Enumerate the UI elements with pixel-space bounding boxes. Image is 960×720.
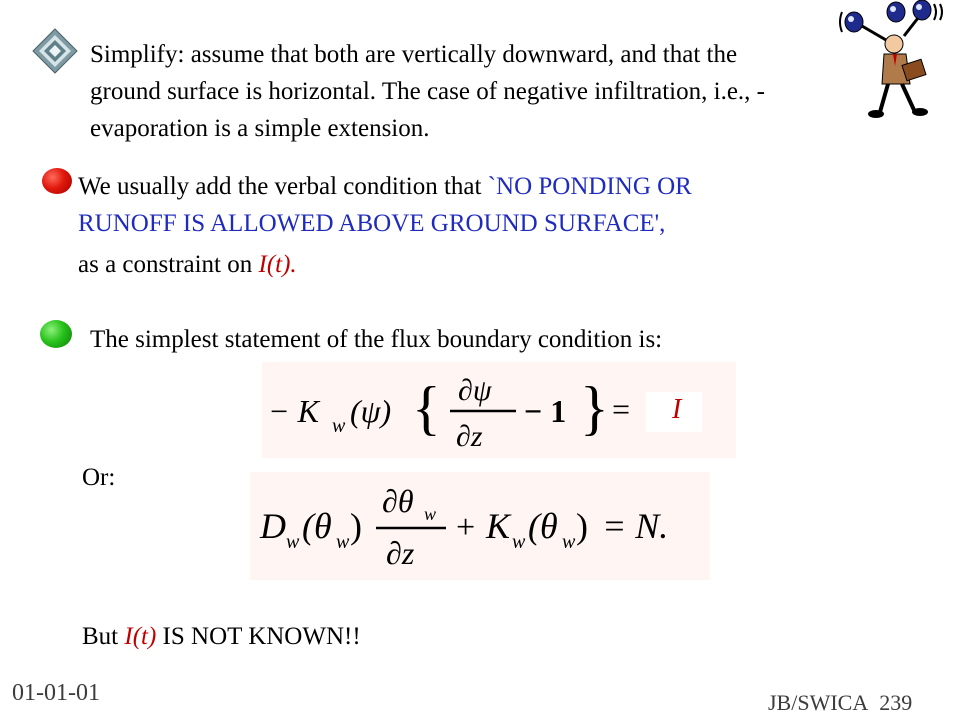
bullet1-text	[90, 36, 765, 147]
or-label: Or:	[82, 464, 116, 491]
eq2-k: K	[486, 506, 511, 546]
eq1-prefix: − K	[268, 393, 319, 429]
bullet3-text: The simplest statement of the flux boundary condition is:	[90, 326, 663, 353]
eq1-denominator: ∂z	[456, 420, 483, 453]
eq2-d-sub: w	[286, 531, 300, 553]
eq1-arg: (ψ)	[350, 393, 392, 429]
bullet2-line3	[78, 246, 692, 283]
page-number: 239	[879, 690, 913, 715]
eq2-d-arg-sub: w	[336, 531, 350, 553]
eq2-d-close: )	[350, 506, 362, 546]
juggler-clipart	[838, 0, 954, 120]
footer-label-text: JB/SWICA	[768, 690, 869, 715]
conclusion-text	[82, 618, 361, 655]
equation-2-formula	[250, 472, 710, 580]
bullet1-line: evaporation is a simple extension.	[90, 115, 430, 142]
footer-date: 01-01-01	[12, 680, 100, 706]
bullet2-text	[78, 168, 692, 283]
eq2-k-arg: (θ	[528, 506, 558, 546]
eq2-d: D	[260, 506, 286, 546]
eq1-numerator: ∂ψ	[458, 374, 492, 407]
bullet2-text-red: I(t).	[258, 251, 297, 278]
bullet1-line: Simplify: assume that both are vertically downward, and that the	[90, 41, 738, 68]
eq2-equals: = N.	[602, 506, 669, 546]
green-ball-icon	[40, 320, 72, 348]
equation-1	[262, 362, 736, 458]
eq2-plus: +	[456, 509, 476, 546]
bullet2-line2: RUNOFF IS ALLOWED ABOVE GROUND SURFACE',	[78, 210, 666, 237]
red-ball-icon	[42, 168, 72, 194]
conclusion-prefix: But	[82, 623, 125, 650]
bullet2-line1	[78, 168, 692, 205]
eq1-rhs: I	[672, 394, 682, 425]
eq2-num-sub: w	[424, 504, 437, 524]
bullet2-text-black: We usually add the verbal condition that	[78, 173, 488, 200]
eq1-minus-one: − 1	[524, 393, 567, 429]
bullet2-text-black: as a constraint on	[78, 251, 259, 278]
eq2-k-arg-sub: w	[562, 531, 576, 553]
eq1-sub: w	[332, 415, 346, 437]
eq1-rhs-box	[646, 392, 702, 432]
conclusion-red: I(t)	[124, 623, 157, 650]
eq1-left-brace: {	[412, 375, 441, 441]
footer-label	[768, 690, 912, 716]
eq2-denominator: ∂z	[386, 535, 415, 571]
equation-2	[250, 472, 710, 580]
bullet2-text-blue: `NO PONDING OR	[487, 173, 692, 200]
eq2-k-sub: w	[512, 531, 526, 553]
bullet1-line: ground surface is horizontal. The case of negative infiltration, i.e., -	[90, 78, 765, 105]
diamond-icon	[32, 28, 78, 74]
eq2-numerator: ∂θ	[382, 483, 414, 519]
eq1-right-brace: }	[580, 375, 609, 441]
eq2-k-close: )	[576, 506, 588, 546]
eq2-d-arg: (θ	[302, 506, 332, 546]
eq1-equals: =	[612, 391, 631, 427]
conclusion-suffix: IS NOT KNOWN!!	[156, 623, 361, 650]
